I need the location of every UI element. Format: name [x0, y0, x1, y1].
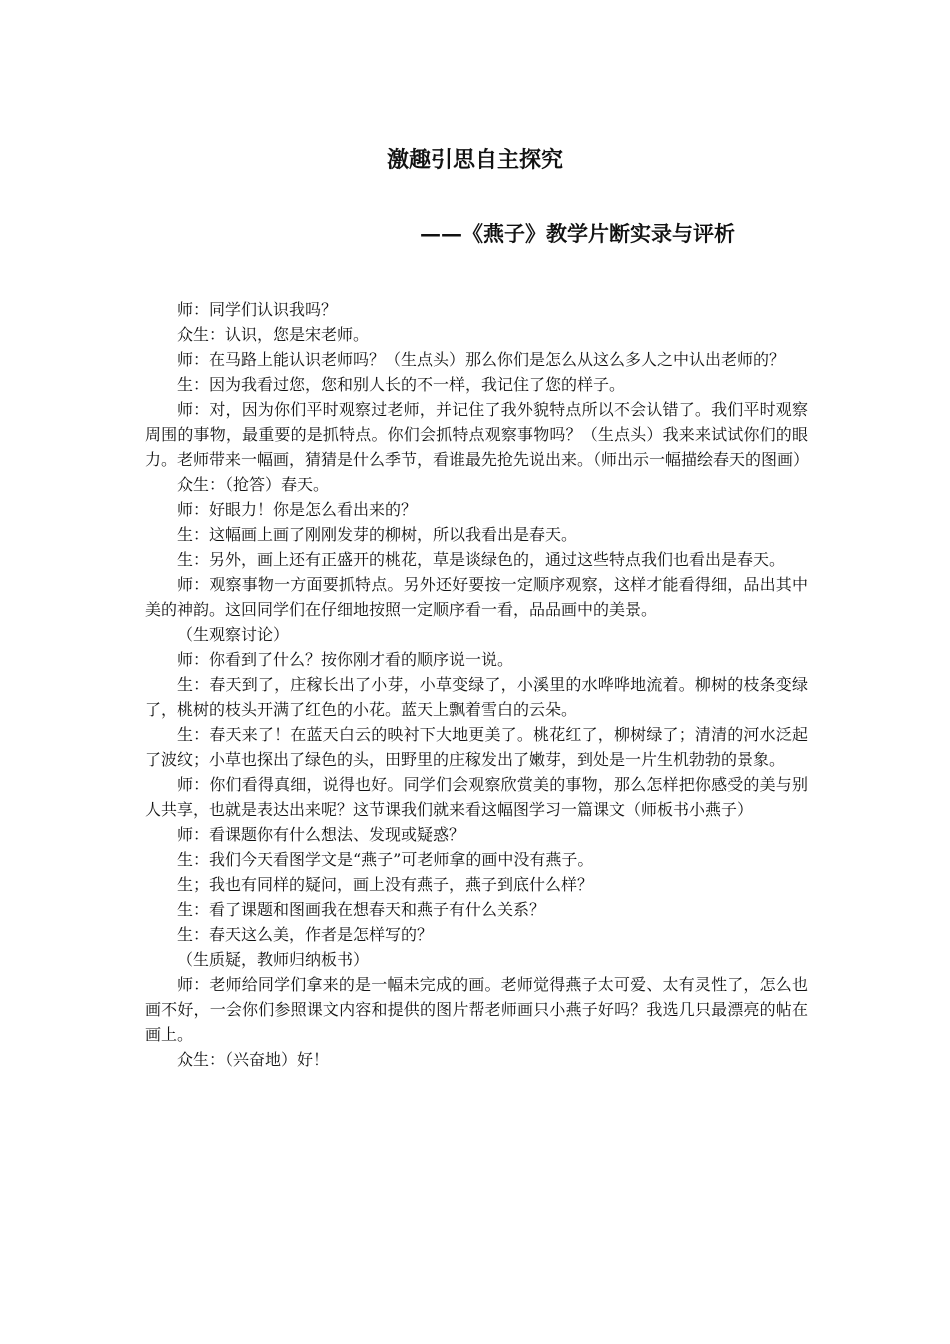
dialogue-paragraph: 生：这幅画上画了刚刚发芽的柳树，所以我看出是春天。 — [177, 525, 578, 544]
dialogue-paragraph: 生；我也有同样的疑问，画上没有燕子，燕子到底什么样？ — [177, 875, 594, 894]
document-body — [145, 297, 808, 1072]
dialogue-paragraph: 生：因为我看过您，您和别人长的不一样，我记住了您的样子。 — [177, 375, 626, 394]
dialogue-paragraph: 师：对，因为你们平时观察过老师，并记住了我外貌特点所以不会认错了。我们平时观察周围的事物，最重要的是抓特点。你们会抓特点观察事物吗？（生点头）我来来试试你们的眼力。老师带来一幅画，猜猜是什么季节，看谁最先抢先说出来。（师出示一幅描绘春天的图画） — [145, 400, 810, 469]
document-subtitle: ——《燕子》教学片断实录与评析 — [420, 221, 735, 246]
dialogue-paragraph: 师：在马路上能认识老师吗？（生点头）那么你们是怎么从这么多人之中认出老师的？ — [177, 350, 786, 369]
dialogue-paragraph: 众生：（兴奋地）好！ — [177, 1050, 330, 1069]
dialogue-paragraph: （生质疑，教师归纳板书） — [177, 950, 370, 969]
dialogue-paragraph: 师：你看到了什么？按你刚才看的顺序说一说。 — [177, 650, 514, 669]
dialogue-paragraph: 生：看了课题和图画我在想春天和燕子有什么关系？ — [177, 900, 546, 919]
dialogue-paragraph: 生：春天这么美，作者是怎样写的？ — [177, 925, 434, 944]
document-title: 激趣引思自主探究 — [386, 147, 563, 173]
dialogue-paragraph: 众生：认识，您是宋老师。 — [177, 325, 370, 344]
dialogue-paragraph: 师：看课题你有什么想法、发现或疑惑？ — [177, 825, 466, 844]
dialogue-paragraph: 师：观察事物一方面要抓特点。另外还好要按一定顺序观察，这样才能看得细，品出其中美的神韵。这回同学们在仔细地按照一定顺序看一看，品品画中的美景。 — [145, 575, 808, 619]
dialogue-paragraph: 生：我们今天看图学文是“燕子”可老师拿的画中没有燕子。 — [177, 850, 594, 869]
dialogue-paragraph: 师：你们看得真细，说得也好。同学们会观察欣赏美的事物，那么怎样把你感受的美与别人共享，也就是表达出来呢？这节课我们就来看这幅图学习一篇课文（师板书小燕子） — [145, 775, 808, 819]
dialogue-paragraph: 生：另外，画上还有正盛开的桃花，草是谈绿色的，通过这些特点我们也看出是春天。 — [177, 550, 786, 569]
dialogue-paragraph: 师：老师给同学们拿来的是一幅未完成的画。老师觉得燕子太可爱、太有灵性了，怎么也画不好，一会你们参照课文内容和提供的图片帮老师画只小燕子好吗？我选几只最漂亮的帖在画上。 — [145, 975, 808, 1044]
dialogue-paragraph: 生：春天到了，庄稼长出了小芽，小草变绿了，小溪里的水哗哗地流着。柳树的枝条变绿了，桃树的枝头开满了红色的小花。蓝天上飘着雪白的云朵。 — [145, 675, 808, 719]
dialogue-paragraph: 师：同学们认识我吗？ — [177, 300, 338, 319]
dialogue-paragraph: 生：春天来了！在蓝天白云的映衬下大地更美了。桃花红了，柳树绿了；清清的河水泛起了波纹；小草也探出了绿色的头，田野里的庄稼发出了嫩芽，到处是一片生机勃勃的景象。 — [145, 725, 808, 769]
dialogue-paragraph: 众生：（抢答）春天。 — [177, 475, 330, 494]
dialogue-paragraph: 师：好眼力！你是怎么看出来的？ — [177, 500, 418, 519]
dialogue-paragraph: （生观察讨论） — [177, 625, 290, 644]
